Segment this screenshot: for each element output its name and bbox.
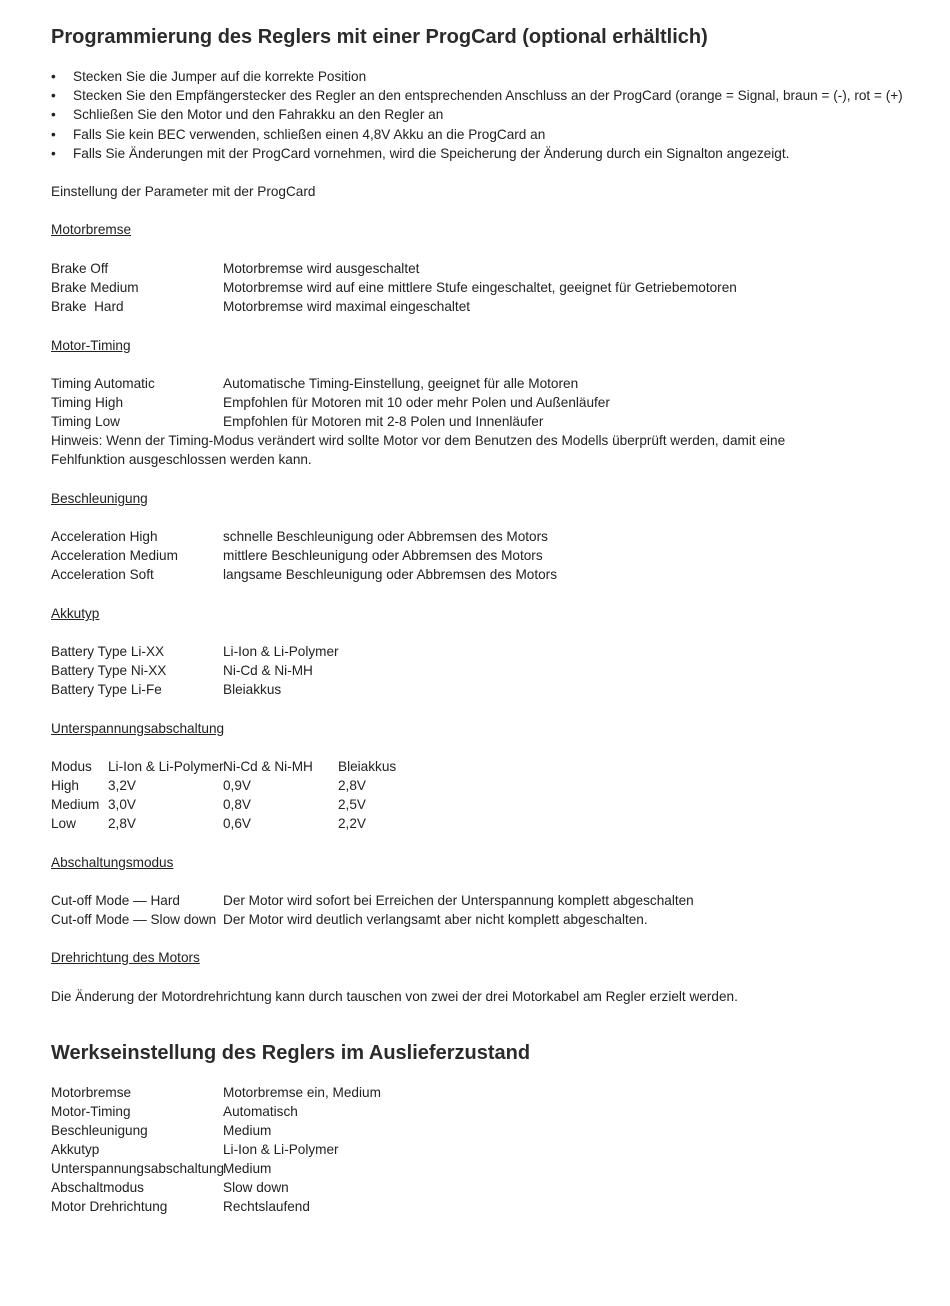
setting-row: Timing Low Empfohlen für Motoren mit 2-8 Polen und Innenläufer xyxy=(51,414,544,429)
bullet-icon: • xyxy=(51,126,56,142)
bullet-icon: • xyxy=(51,107,56,123)
section-heading-beschleunigung: Beschleunigung xyxy=(51,491,148,506)
timing-note: Hinweis: Wenn der Timing-Modus verändert wird sollte Motor vor dem Benutzen des Modells überprüft werden, damit eine Fehlfunktion ausgeschlossen werden kann. xyxy=(51,433,786,468)
setting-row: Acceleration Soft langsame Beschleunigung oder Abbremsen des Motors xyxy=(51,567,558,582)
default-setting-row: Motorbremse Motorbremse ein, Medium xyxy=(51,1085,381,1100)
setting-row: Brake Hard Motorbremse wird maximal eingeschaltet xyxy=(51,299,471,314)
section-heading-timing: Motor-Timing xyxy=(51,338,131,353)
list-item: • Stecken Sie die Jumper auf die korrekte Position xyxy=(51,67,931,86)
default-setting-row: Motor-Timing Automatisch xyxy=(51,1104,298,1119)
drehrichtung-text: Die Änderung der Motordrehrichtung kann durch tauschen von zwei der drei Motorkabel am Regler erzielt werden. xyxy=(51,989,738,1004)
table-row: Medium 3,0V 0,8V 2,5V xyxy=(51,797,366,812)
default-setting-row: Beschleunigung Medium xyxy=(51,1123,272,1138)
setting-row: Battery Type Li-XX Li-Ion & Li-Polymer xyxy=(51,644,339,659)
section-heading-drehrichtung: Drehrichtung des Motors xyxy=(51,950,200,965)
section-heading-abschaltung: Abschaltungsmodus xyxy=(51,855,174,870)
table-row: Low 2,8V 0,6V 2,2V xyxy=(51,816,366,831)
page-title: Programmierung des Reglers mit einer ProgCard (optional erhältlich) xyxy=(51,26,708,48)
table-header-row: Modus Li-Ion & Li-Polymer Ni-Cd & Ni-MH Bleiakkus xyxy=(51,759,397,774)
intro-text: Einstellung der Parameter mit der ProgCard xyxy=(51,184,316,199)
default-setting-row: Motor Drehrichtung Rechtslaufend xyxy=(51,1199,310,1214)
setting-row: Cut-off Mode — Hard Der Motor wird sofort bei Erreichen der Unterspannung komplett abgeschalten xyxy=(51,893,694,908)
list-item: • Falls Sie Änderungen mit der ProgCard vornehmen, wird die Speicherung der Änderung durch ein Signalton angezeigt. xyxy=(51,144,931,163)
setting-row: Acceleration Medium mittlere Beschleunigung oder Abbremsen des Motors xyxy=(51,548,543,563)
default-setting-row: Unterspannungsabschaltung Medium xyxy=(51,1161,272,1176)
section-heading-akkutyp: Akkutyp xyxy=(51,606,100,621)
setting-row: Acceleration High schnelle Beschleunigung oder Abbremsen des Motors xyxy=(51,529,548,544)
section-heading-motorbremse: Motorbremse xyxy=(51,222,132,237)
list-item: • Schließen Sie den Motor und den Fahrakku an den Regler an xyxy=(51,105,931,124)
setting-row: Battery Type Ni-XX Ni-Cd & Ni-MH xyxy=(51,663,313,678)
setting-row: Cut-off Mode — Slow down Der Motor wird deutlich verlangsamt aber nicht komplett abgeschalten. xyxy=(51,912,648,927)
section-heading-unterspannung: Unterspannungsabschaltung xyxy=(51,721,225,736)
list-item: • Falls Sie kein BEC verwenden, schließen einen 4,8V Akku an die ProgCard an xyxy=(51,125,931,144)
bullet-icon: • xyxy=(51,88,56,104)
table-row: High 3,2V 0,9V 2,8V xyxy=(51,778,366,793)
bullet-icon: • xyxy=(51,69,56,84)
setting-row: Timing High Empfohlen für Motoren mit 10 oder mehr Polen und Außenläufer xyxy=(51,395,610,410)
list-item: • Stecken Sie den Empfängerstecker des Regler an den entsprechenden Anschluss an der ProgCard (orange = Signal, braun = (-), rot = (+) xyxy=(51,86,931,105)
instruction-list xyxy=(51,67,931,163)
default-setting-row: Abschaltmodus Slow down xyxy=(51,1180,289,1195)
section-title-werkseinstellung: Werkseinstellung des Reglers im Auslieferzustand xyxy=(51,1042,531,1064)
default-setting-row: Akkutyp Li-Ion & Li-Polymer xyxy=(51,1142,339,1157)
setting-row: Brake Medium Motorbremse wird auf eine mittlere Stufe eingeschaltet, geeignet für Getriebemotoren xyxy=(51,280,737,295)
setting-row: Timing Automatic Automatische Timing-Einstellung, geeignet für alle Motoren xyxy=(51,376,579,391)
bullet-icon: • xyxy=(51,145,56,161)
setting-row: Brake Off Motorbremse wird ausgeschaltet xyxy=(51,261,420,276)
setting-row: Battery Type Li-Fe Bleiakkus xyxy=(51,682,282,697)
